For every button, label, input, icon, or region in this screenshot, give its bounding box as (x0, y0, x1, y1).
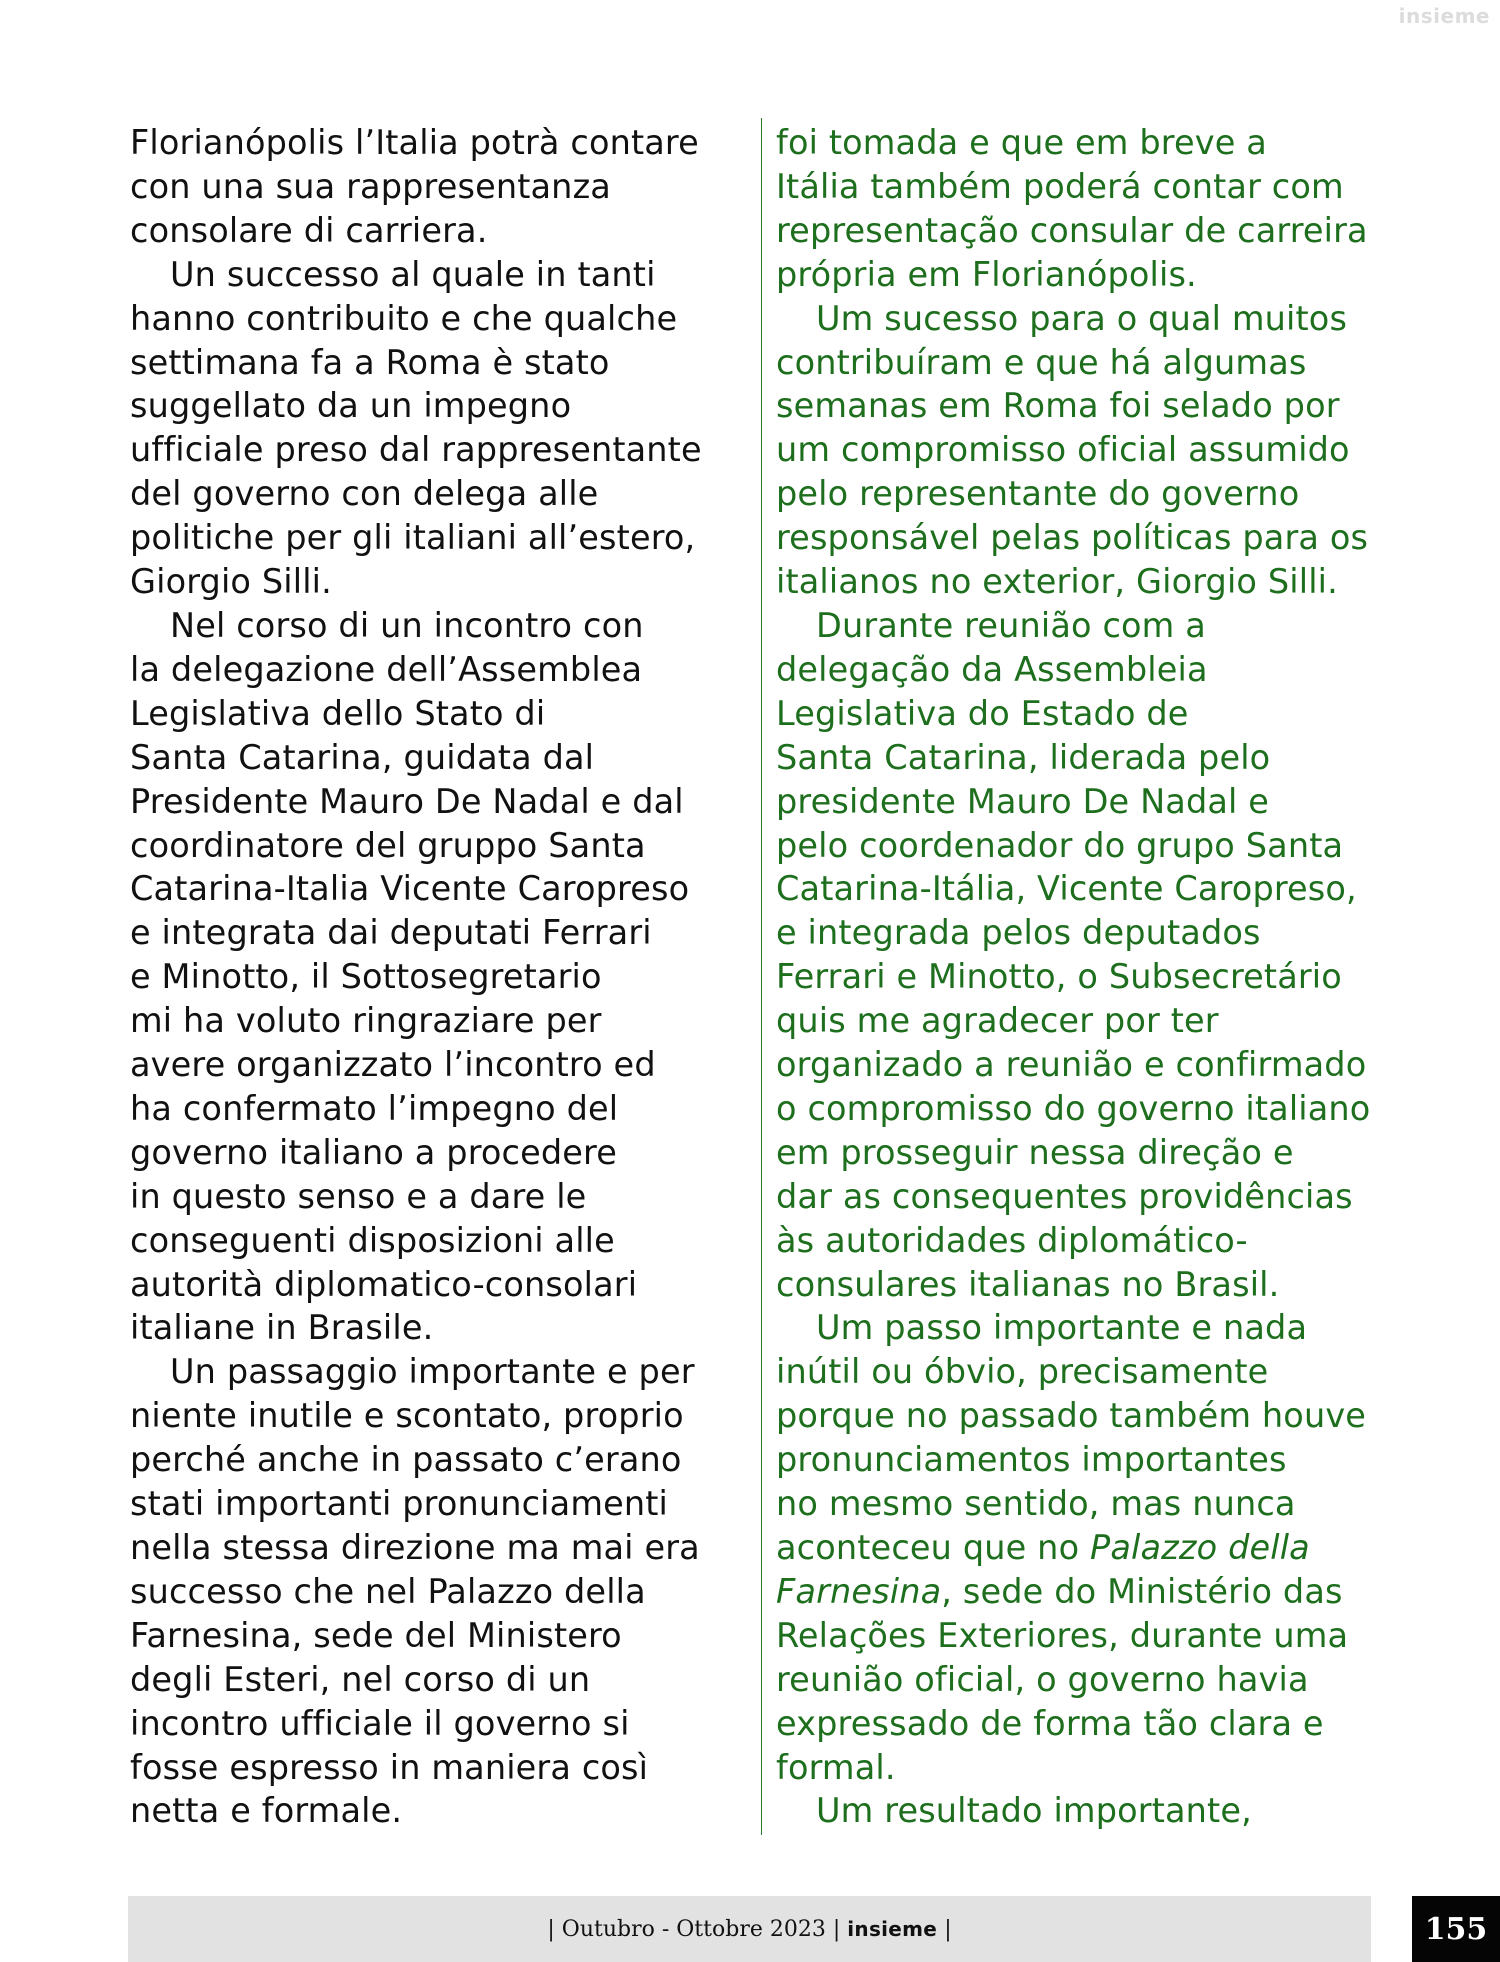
portuguese-paragraph-4-italic: Palazzo della Farnesina (776, 1528, 1310, 1611)
header-brand-logo: insieme (1398, 4, 1490, 28)
italian-paragraph-2: Un successo al quale in tanti hanno contribuito e che qualche settimana fa a Roma è stato suggellato da un impegno ufficiale preso dal rappresentante del governo con delega alle politiche per gli italiani all’estero, Giorgio Silli. (130, 254, 702, 602)
portuguese-paragraph-4 (776, 1306, 1396, 1789)
italian-paragraph-3: Nel corso di un incontro con la delegazione dell’Assemblea Legislativa dello Stato di Santa Catarina, guidata dal Presidente Mauro De Nadal e dal coordinatore del gruppo Santa Catarina-Italia Vicente Caropreso e integrata dai deputati Ferrari e Minotto, il Sottosegretario mi ha voluto ringraziare per avere organizzato l’incontro ed ha confermato l’impegno del governo italiano a procedere in questo senso e a dare le conseguenti disposizioni alle autorità diplomatico-consolari italiane in Brasile. (130, 605, 690, 1348)
footer-bar (128, 1896, 1371, 1962)
portuguese-paragraph-1: foi tomada e que em breve a Itália também poderá contar com representação consular de carreira própria em Florianópolis. (776, 123, 1368, 294)
italian-column (130, 121, 750, 1833)
portuguese-column (776, 121, 1396, 1833)
portuguese-paragraph-4-start: Um passo importante e nada inútil ou óbvio, precisamente porque no passado também houve pronunciamentos importantes no mesmo sentido, mas nunca aconteceu que no (776, 1308, 1367, 1567)
footer-separator: | (944, 1916, 952, 1942)
portuguese-paragraph-2: Um sucesso para o qual muitos contribuíram e que há algumas semanas em Roma foi selado por um compromisso oficial assumido pelo representante do governo responsável pelas políticas para os italianos no exterior, Giorgio Silli. (776, 298, 1369, 602)
portuguese-paragraph-5: Um resultado importante, (816, 1791, 1252, 1831)
italian-paragraph-4: Un passaggio importante e per niente inutile e scontato, proprio perché anche in passato c’erano stati importanti pronunciamenti nella stessa direzione ma mai era successo che nel Palazzo della Farnesina, sede del Ministero degli Esteri, nel corso di un incontro ufficiale il governo si fosse espresso in maniera così netta e formale. (130, 1352, 700, 1831)
page-number: 155 (1412, 1896, 1500, 1962)
italian-paragraph-1: Florianópolis l’Italia potrà contare con una sua rappresentanza consolare di carriera. (130, 123, 699, 250)
footer-brand-logo: insieme (847, 1917, 938, 1941)
footer-issue: | Outubro - Ottobre 2023 | (547, 1916, 841, 1942)
portuguese-paragraph-4-end: , sede do Ministério das Relações Exteriores, durante uma reunião oficial, o governo havia expressado de forma tão clara e formal. (776, 1571, 1349, 1787)
portuguese-paragraph-3: Durante reunião com a delegação da Assembleia Legislativa do Estado de Santa Catarina, liderada pelo presidente Mauro De Nadal e pelo coordenador do grupo Santa Catarina-Itália, Vicente Caropreso, e integrada pelos deputados Ferrari e Minotto, o Subsecretário quis me agradecer por ter organizado a reunião e confirmado o compromisso do governo italiano em prosseguir nessa direção e dar as consequentes providências às autoridades diplomático- consulares italianas no Brasil. (776, 605, 1371, 1304)
column-divider (761, 118, 762, 1835)
